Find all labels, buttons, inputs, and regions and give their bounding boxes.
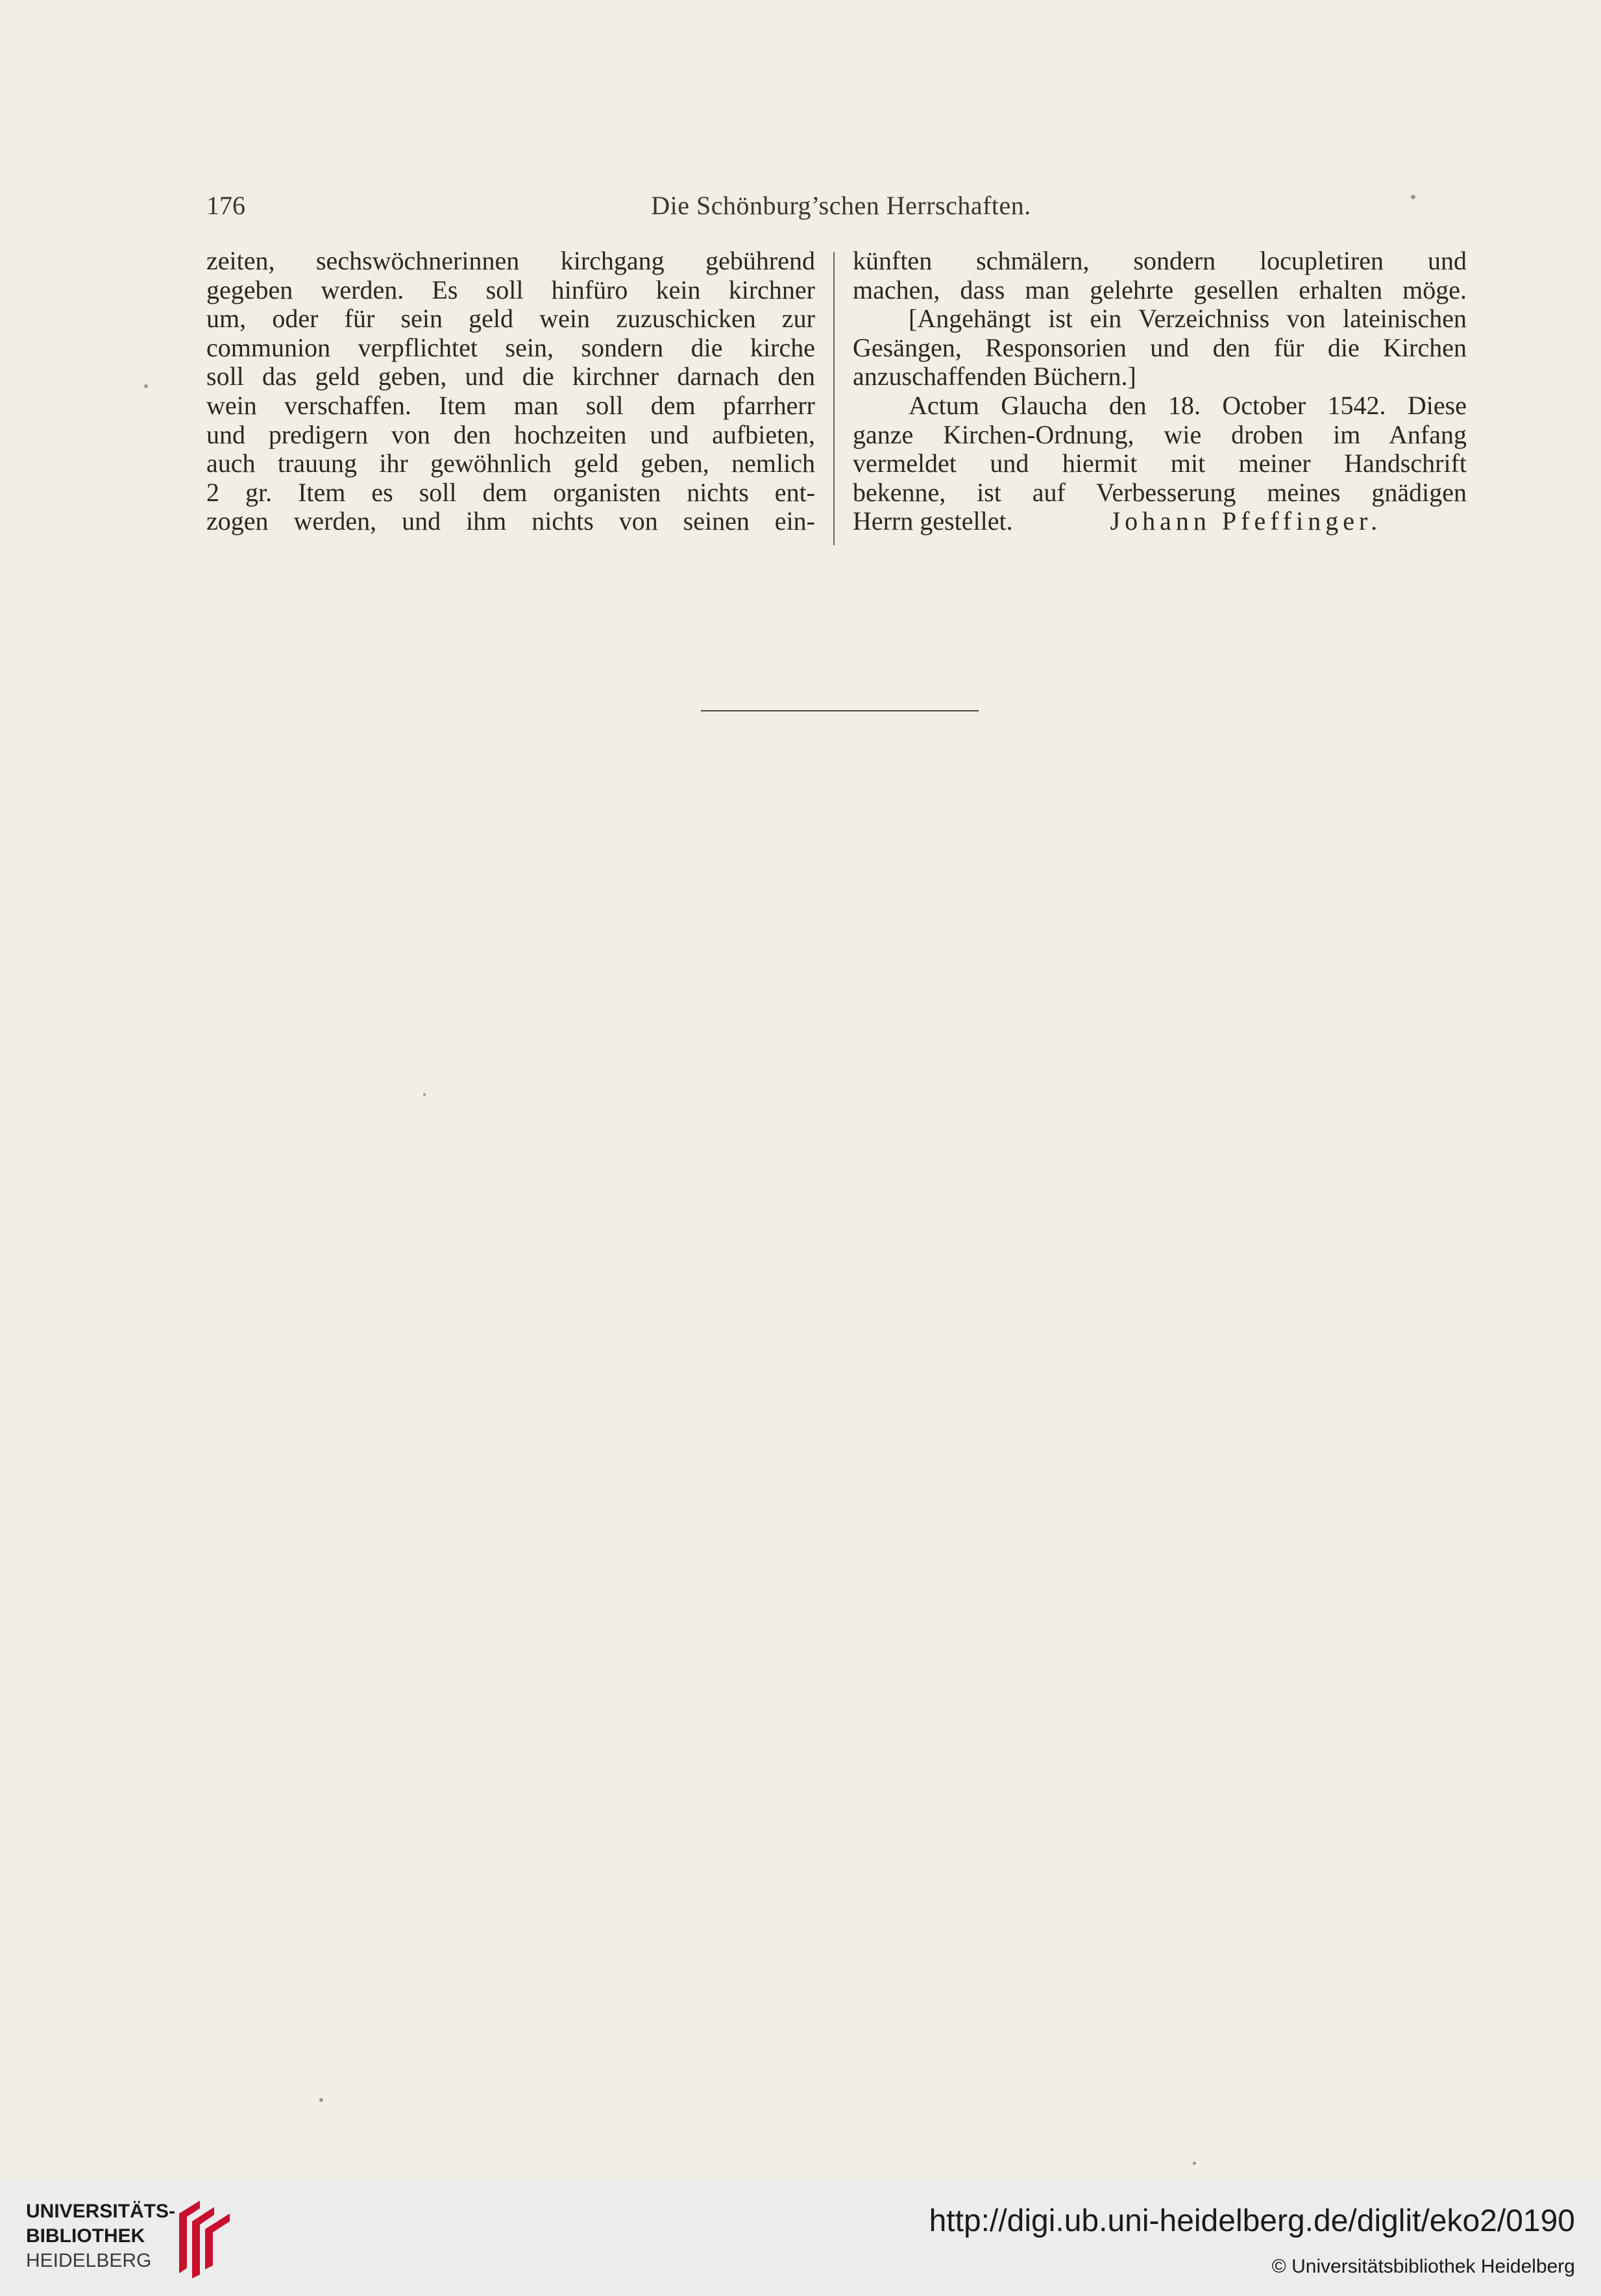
logo-line: UNIVERSITÄTS- [26, 2201, 176, 2222]
logo-line: BIBLIOTHEK [26, 2225, 145, 2247]
text-line: communion verpflichtet sein, sondern die kirche [206, 332, 815, 362]
page-number: 176 [206, 191, 245, 220]
logo-line: HEIDELBERG [26, 2250, 152, 2271]
text-line: künften schmälern, sondern locupletiren und [853, 246, 1467, 275]
signature: Johann Pfeffinger. [1110, 506, 1382, 536]
text-line: auch trauung ihr gewöhnlich geld geben, nemlich [206, 449, 815, 478]
text-line: wein verschaffen. Item man soll dem pfarrherr [206, 390, 815, 420]
source-url-link[interactable]: http://digi.ub.uni-heidelberg.de/diglit/eko2/0190 [929, 2204, 1575, 2238]
paper-speck [423, 1093, 426, 1096]
text-line: machen, dass man gelehrte gesellen erhalten möge. [853, 275, 1467, 304]
running-head [206, 188, 1476, 223]
text-line: gegeben werden. Es soll hinfüro kein kirchner [206, 275, 815, 304]
left-column [206, 247, 815, 536]
closing-line [853, 507, 1467, 536]
copyright-notice: © Universitätsbibliothek Heidelberg [1271, 2256, 1575, 2277]
text-line: soll das geld geben, und die kirchner darnach den [206, 362, 815, 391]
closing-text: Herrn gestellet. [853, 506, 1013, 536]
right-column [853, 247, 1467, 536]
text-line: 2 gr. Item es soll dem organisten nichts ent- [206, 477, 815, 507]
text-line: vermeldet und hiermit mit meiner Handschrift [853, 449, 1467, 478]
text-line: Gesängen, Responsorien und den für die Kirchen [853, 332, 1467, 362]
paper-speck [1411, 195, 1415, 199]
text-line: Actum Glaucha den 18. October 1542. Diese [909, 390, 1467, 420]
text-line: bekenne, ist auf Verbesserung meines gnädigen [853, 477, 1467, 507]
text-line: zogen werden, und ihm nichts von seinen ein- [206, 506, 815, 536]
library-logo[interactable] [26, 2199, 299, 2284]
section-end-rule [701, 710, 979, 711]
running-title: Die Schönburg’schen Herrschaften. [651, 191, 1031, 220]
logo-text [26, 2199, 176, 2273]
text-line: [Angehängt ist ein Verzeichniss von lateinischen [909, 304, 1467, 334]
text-line: und predigern von den hochzeiten und aufbieten, [206, 419, 815, 449]
paper-speck [319, 2098, 323, 2102]
text-line: zeiten, sechswöchnerinnen kirchgang gebührend [206, 246, 815, 275]
footer-bar [0, 2181, 1601, 2296]
text-line: anzuschaffenden Büchern.] [853, 362, 1136, 391]
column-divider [833, 252, 835, 545]
text-line: um, oder für sein geld wein zuzuschicken zur [206, 304, 815, 334]
paper-speck [1193, 2162, 1196, 2165]
text-line: ganze Kirchen-Ordnung, wie droben im Anfang [853, 419, 1467, 449]
paper-speck [144, 384, 148, 388]
library-emblem-icon [167, 2195, 239, 2280]
